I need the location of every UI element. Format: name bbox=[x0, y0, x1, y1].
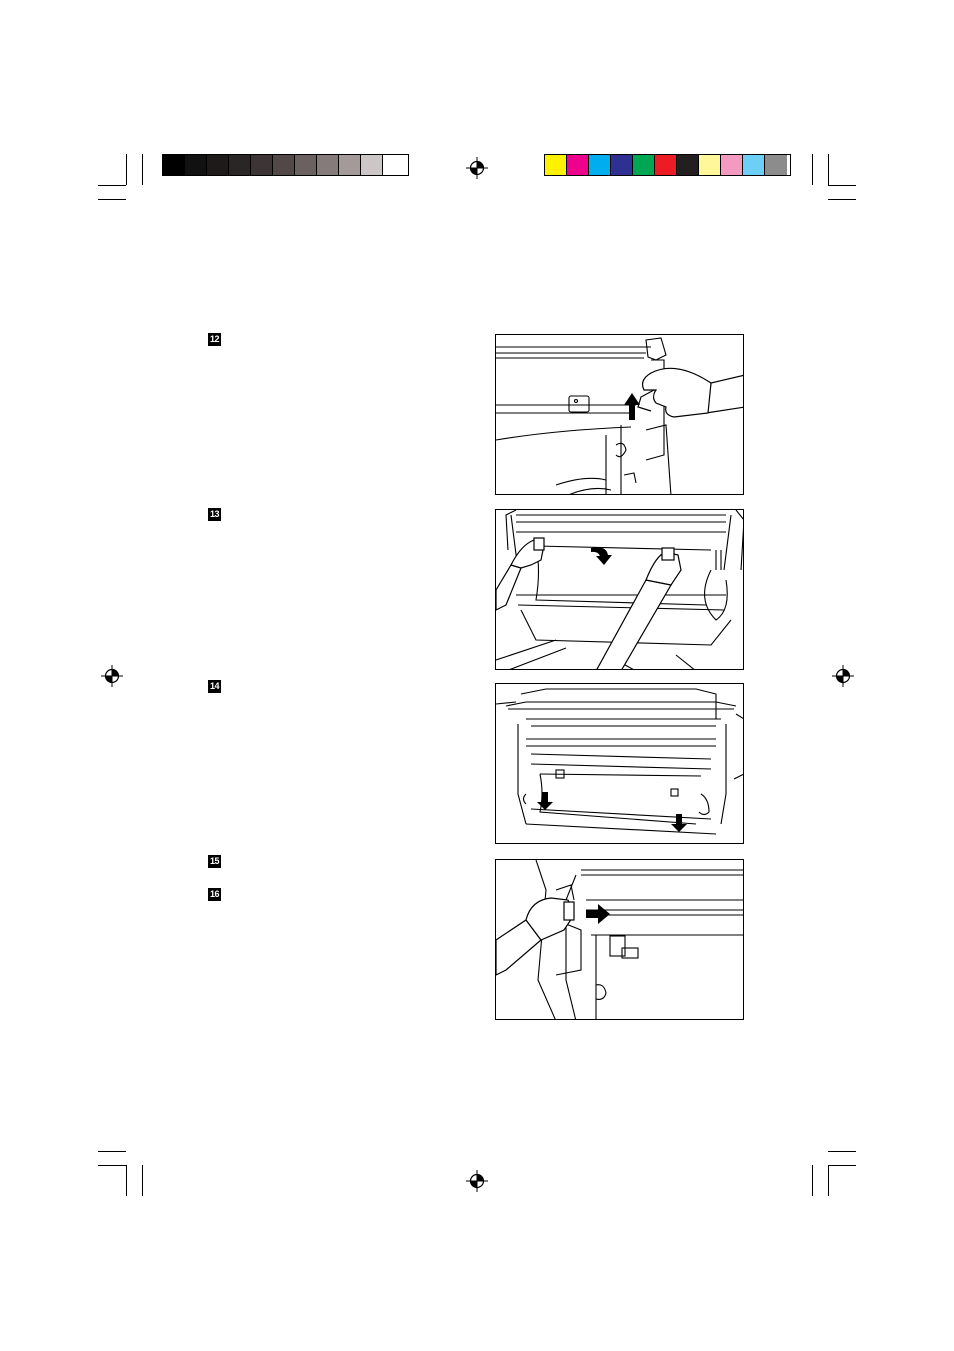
crop-mark bbox=[812, 1165, 813, 1196]
color-swatch bbox=[567, 155, 589, 175]
gray-swatch bbox=[339, 155, 361, 175]
lower-lever-illustration bbox=[495, 859, 744, 1020]
crop-mark bbox=[828, 1151, 856, 1152]
grayscale-calibration-bar bbox=[162, 154, 409, 176]
gray-swatch bbox=[383, 155, 405, 175]
color-swatch bbox=[743, 155, 765, 175]
crop-mark bbox=[828, 199, 856, 200]
gray-swatch bbox=[295, 155, 317, 175]
color-swatch bbox=[545, 155, 567, 175]
color-swatch bbox=[699, 155, 721, 175]
crop-mark bbox=[98, 185, 126, 186]
color-swatch bbox=[677, 155, 699, 175]
crop-mark bbox=[98, 199, 126, 200]
color-swatch bbox=[589, 155, 611, 175]
step-number-badge: 15 bbox=[209, 856, 219, 866]
step-number-badge: 12 bbox=[209, 334, 219, 344]
crop-mark bbox=[828, 154, 829, 185]
crop-mark bbox=[98, 1151, 126, 1152]
pull-paper-illustration bbox=[495, 509, 744, 670]
color-swatch bbox=[721, 155, 743, 175]
gray-swatch bbox=[317, 155, 339, 175]
gray-swatch bbox=[163, 155, 185, 175]
crop-mark bbox=[126, 1165, 127, 1196]
color-swatch bbox=[633, 155, 655, 175]
crop-mark bbox=[828, 1165, 856, 1166]
gray-swatch bbox=[185, 155, 207, 175]
feed-paper-illustration bbox=[495, 683, 744, 844]
gray-swatch bbox=[273, 155, 295, 175]
registration-mark-icon bbox=[466, 157, 488, 179]
crop-mark bbox=[126, 154, 127, 185]
registration-mark-icon bbox=[466, 1170, 488, 1192]
registration-mark-icon bbox=[101, 665, 123, 687]
crop-mark bbox=[812, 154, 813, 185]
gray-swatch bbox=[361, 155, 383, 175]
crop-mark bbox=[98, 1165, 126, 1166]
color-swatch bbox=[655, 155, 677, 175]
gray-swatch bbox=[251, 155, 273, 175]
step-number-badge: 16 bbox=[209, 889, 219, 899]
crop-mark bbox=[142, 1165, 143, 1196]
crop-mark bbox=[828, 185, 856, 186]
gray-swatch bbox=[229, 155, 251, 175]
color-swatch bbox=[765, 155, 787, 175]
step-number-badge: 13 bbox=[209, 509, 219, 519]
crop-mark bbox=[828, 1165, 829, 1196]
color-swatch bbox=[611, 155, 633, 175]
registration-mark-icon bbox=[832, 665, 854, 687]
gray-swatch bbox=[207, 155, 229, 175]
crop-mark bbox=[142, 154, 143, 185]
color-calibration-bar bbox=[544, 154, 791, 176]
step-number-badge: 14 bbox=[209, 681, 219, 691]
lift-lever-illustration bbox=[495, 334, 744, 495]
